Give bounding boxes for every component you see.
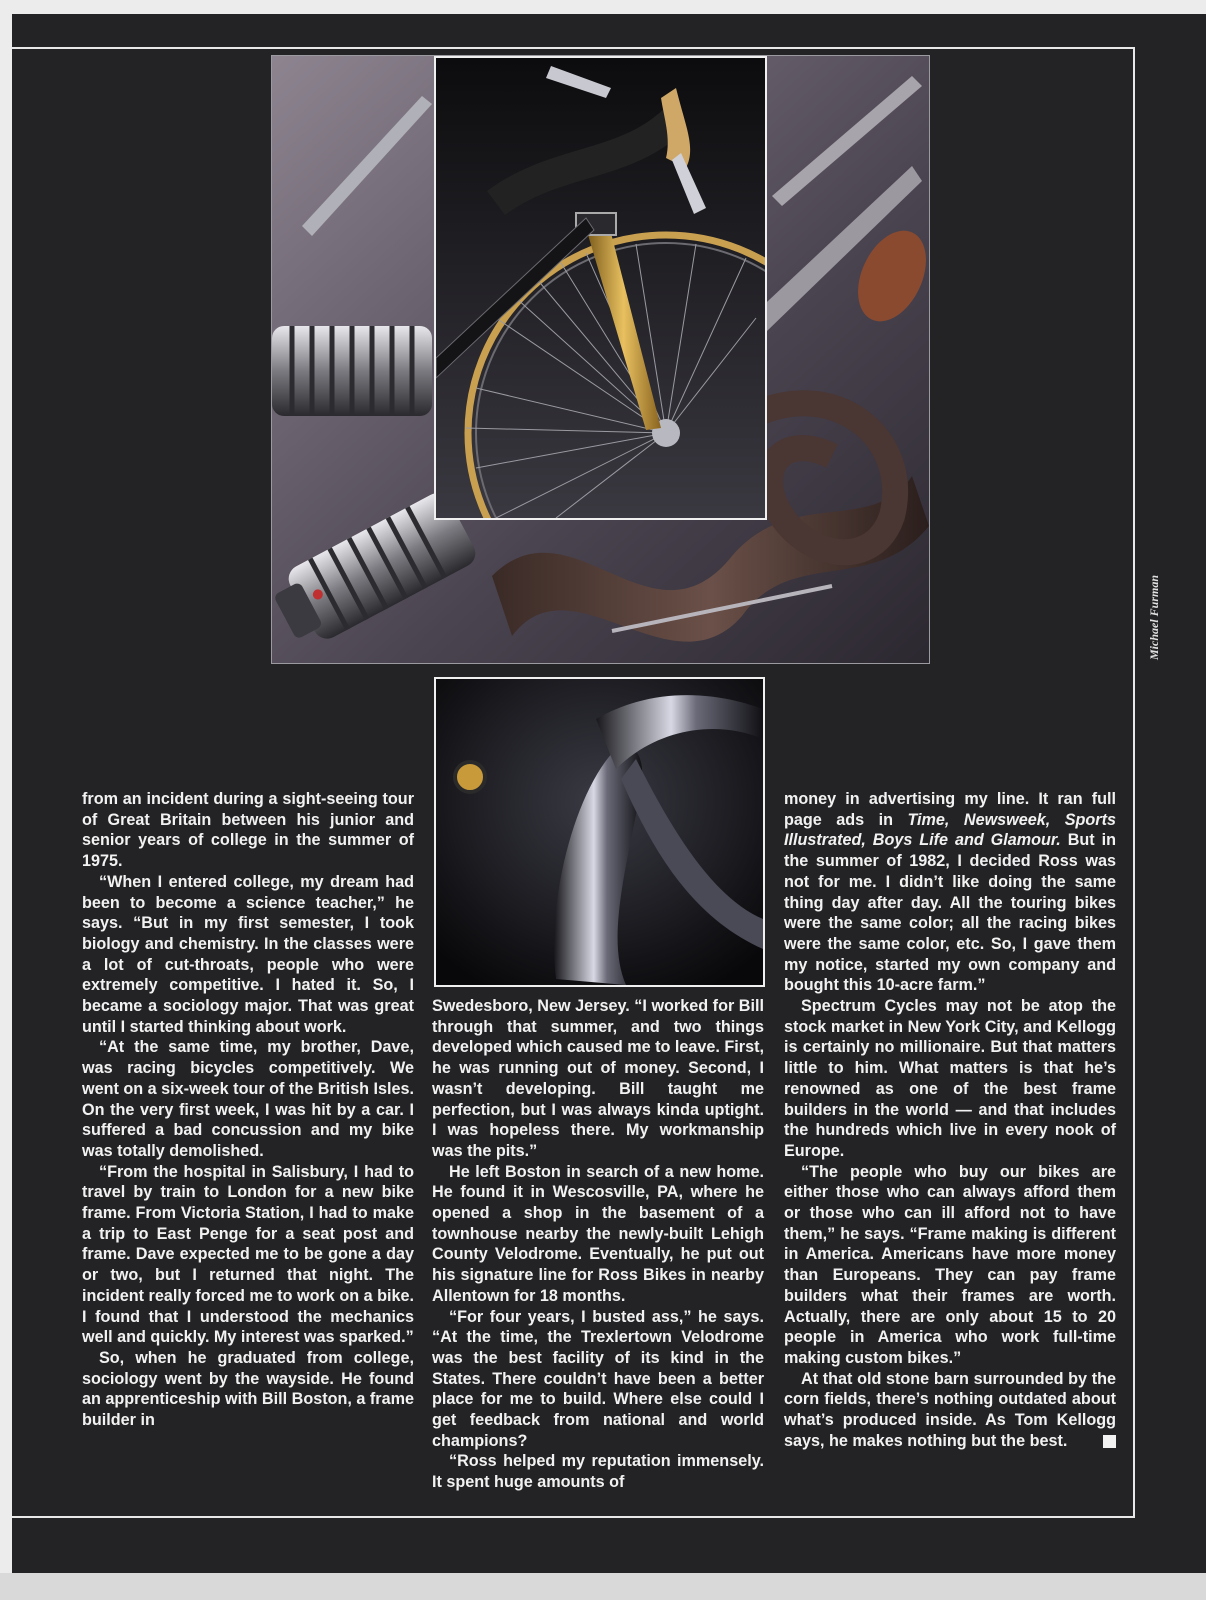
publication-names: Time, Newsweek, Sports Illustrated, Boys Life and Glamour. (784, 810, 1116, 850)
paragraph: “When I entered college, my dream had been to become a science teacher,” he says. “But in my first semester, I took biology and chemistry. In the classes were a lot of cut-throats, people who were extremely competitive. I hated it. So, I became a sociology major. That was great until I started thinking about work. (82, 872, 414, 1036)
paragraph: “Ross helped my reputation immensely. It spent huge amounts of (432, 1452, 764, 1492)
knurled-handle-top (272, 326, 432, 416)
paragraph: “The people who buy our bikes are either those who can always afford them or those who can ill afford not to have them,” he says. “Frame making is different in America. Americans have more money than Europeans. They can pay frame builders what their frames are worth. Actually, there are only about 15 to 20 people in America who work full-time making custom bikes.” (784, 1162, 1116, 1367)
frame-rule-top (12, 47, 1134, 49)
article-column-2 (432, 996, 764, 1493)
page-edge-left (0, 0, 12, 1600)
paragraph: Swedesboro, New Jersey. “I worked for Bill through that summer, and two things developed which caused me to leave. First, he was running out of money. Second, I wasn’t developing. Bill taught me perfection, but I was always kinda uptight. I was hopeless there. My workmanship was the pits.” (432, 997, 764, 1160)
paragraph (784, 1369, 1116, 1452)
text-run: At that old stone barn surrounded by the corn fields, there’s nothing outdated about what’s produced inside. As Tom Kellogg says, he makes nothing but the best. (784, 1369, 1116, 1450)
page-edge-bottom (0, 1573, 1206, 1600)
frame-rule-right (1133, 47, 1135, 1517)
paragraph (784, 789, 1116, 996)
text-run: But in the summer of 1982, I decided Ross was not for me. I didn’t like doing the same thing day after day. All the touring bikes were the same color; all the racing bikes were the same color, etc. So, I gave them my notice, started my own company and bought this 10-acre farm.” (784, 831, 1116, 995)
end-of-article-mark (1103, 1435, 1116, 1448)
paragraph: from an incident during a sight-seeing tour of Great Britain between his junior and senior years of college in the summer of 1975. (82, 790, 414, 871)
frame-lug-photo (434, 677, 765, 987)
paragraph: Spectrum Cycles may not be atop the stock market in New York City, and Kellogg is certainly no millionaire. But that matters little to him. What matters is that he’s renowned as one of the best frame builders in the world — and that includes the hundreds which live in every nook of Europe. (784, 997, 1116, 1160)
paragraph: “At the same time, my brother, Dave, was racing bicycles competitively. We went on a six-week tour of the British Isles. On the very first week, I was hit by a car. I suffered a bad concussion and my bike was totally demolished. (82, 1038, 414, 1160)
paragraph: “For four years, I busted ass,” he says. “At the time, the Trexlertown Velodrome was the best facility of its kind in the States. There couldn’t have been a better place for me to build. Where else could I get feedback from national and world champions? (432, 1307, 764, 1450)
text-run: money in advertising my line. It ran full page ads in (784, 790, 1116, 829)
paragraph: So, when he graduated from college, sociology went by the wayside. He found an apprenticeship with Bill Boston, a frame builder in (82, 1348, 414, 1430)
paragraph: “From the hospital in Salisbury, I had to travel by train to London for a new bike frame. From Victoria Station, I had to make a trip to East Penge for a seat post and frame. Dave expected me to be gone a day or two, but I returned that night. The incident really forced me to work on a bike. I found that I understood the mechanics well and quickly. My interest was sparked.” (82, 1162, 414, 1347)
article-column-1 (82, 789, 414, 1431)
photo-credit: Michael Furman (1147, 574, 1161, 660)
brass-bolt (455, 762, 485, 792)
bicycle-front-wheel-illustration (436, 58, 765, 518)
bike-inset-photo (434, 56, 767, 520)
page-edge-top (0, 0, 1206, 14)
paragraph: He left Boston in search of a new home. He found it in Wescosville, PA, where he opened a shop in the basement of a townhouse nearby the newly-built Lehigh County Velodrome. Eventually, he put out his signature line for Ross Bikes in nearby Allentown for 18 months. (432, 1162, 764, 1305)
frame-rule-bottom (12, 1516, 1135, 1518)
frame-lug-illustration (436, 679, 763, 985)
article-column-3 (784, 789, 1116, 1452)
